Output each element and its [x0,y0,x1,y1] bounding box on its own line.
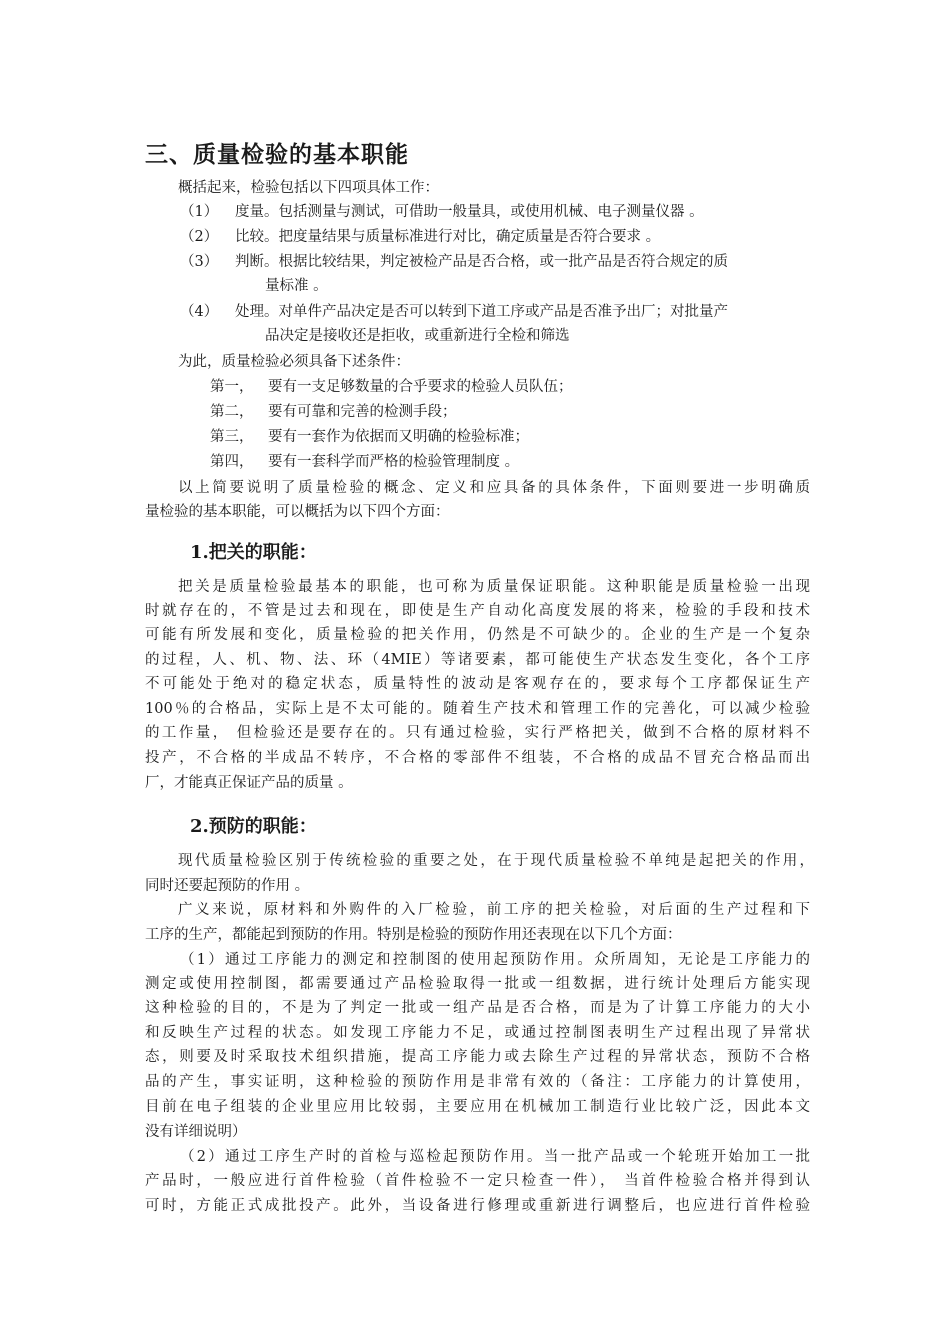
task-text: 度量。包括测量与测试，可借助一般量具，或使用机械、电子测量仪器 。 [235,204,704,220]
task-text: 量标准 。 [265,278,328,294]
task-text: 比较。把度量结果与质量标准进行对比，确定质量是否符合要求 。 [235,229,661,245]
paragraph-line: 态，则要及时采取技术组织措施，提高工序能力或去除生产过程的异常状态，预防不合格 [145,1049,810,1065]
paragraph-line: 品的产生，事实证明，这种检验的预防作用是非常有效的（备注：工序能力的计算使用， [145,1074,810,1090]
intro-text: 概括起来，检验包括以下四项具体工作： [178,180,439,196]
paragraph-line: 厂，才能真正保证产品的质量 。 [145,775,353,791]
paragraph-line: 投产，不合格的半成品不转序，不合格的零部件不组装，不合格的成品不冒充合格品而出 [145,750,810,766]
section-1-title: 1.把关的职能： [190,542,317,563]
task-number: （1） [180,204,219,220]
condition-text: 要有一支足够数量的合乎要求的检验人员队伍； [268,379,573,395]
paragraph-line: 和反映生产过程的状态。如发现工序能力不足，或通过控制图表明生产过程出现了异常状 [145,1025,810,1041]
condition-label: 第四， [210,454,254,470]
condition-text: 要有可靠和完善的检测手段； [268,404,457,420]
conditions-intro: 为此，质量检验必须具备下述条件： [178,354,410,370]
paragraph-line: 没有详细说明） [145,1124,247,1140]
summary-line: 量检验的基本职能，可以概括为以下四个方面： [145,504,450,520]
section-2-title: 2.预防的职能： [190,816,317,837]
condition-text: 要有一套科学而严格的检验管理制度 。 [268,454,520,470]
paragraph-line: 时就存在的，不管是过去和现在，即使是生产自动化高度发展的将来，检验的手段和技术 [145,603,810,619]
paragraph-line: 这种检验的目的，不是为了判定一批或一组产品是否合格，而是为了计算工序能力的大小 [145,1000,810,1016]
paragraph-line: 100％的合格品，实际上是不太可能的。随着生产技术和管理工作的完善化，可以减少检验 [145,701,810,717]
paragraph-line: 可时，方能正式成批投产。此外，当设备进行修理或重新进行调整后，也应进行首件检验 [145,1198,810,1214]
paragraph-line: （1）通过工序能力的测定和控制图的使用起预防作用。众所周知，无论是工序能力的 [180,952,810,968]
condition-text: 要有一套作为依据而又明确的检验标准； [268,429,529,445]
paragraph-line: （2）通过工序生产时的首检与巡检起预防作用。当一批产品或一个轮班开始加工一批 [180,1149,810,1165]
paragraph-line: 目前在电子组装的企业里应用比较弱，主要应用在机械加工制造行业比较广泛，因此本文 [145,1099,810,1115]
paragraph-line: 的过程，人、机、物、法、环（4MIE）等诸要素，都可能使生产状态发生变化，各个工序 [145,652,810,668]
paragraph-line: 测定或使用控制图，都需要通过产品检验取得一批或一组数据，进行统计处理后方能实现 [145,976,810,992]
condition-label: 第三， [210,429,254,445]
paragraph-line: 现代质量检验区别于传统检验的重要之处，在于现代质量检验不单纯是起把关的作用， [178,853,814,869]
task-number: （3） [180,254,219,270]
paragraph-line: 工序的生产，都能起到预防的作用。特别是检验的预防作用还表现在以下几个方面： [145,927,682,943]
task-text: 处理。对单件产品决定是否可以转到下道工序或产品是否准予出厂；对批量产 [235,304,728,320]
paragraph-line: 可能有所发展和变化，质量检验的把关作用，仍然是不可缺少的。企业的生产是一个复杂 [145,627,810,643]
task-number: （2） [180,229,219,245]
condition-label: 第二， [210,404,254,420]
paragraph-line: 广义来说，原材料和外购件的入厂检验，前工序的把关检验，对后面的生产过程和下 [178,902,810,918]
paragraph-line: 同时还要起预防的作用 。 [145,878,310,894]
paragraph-line: 的工作量， 但检验还是要存在的。只有通过检验，实行严格把关，做到不合格的原材料不 [145,725,810,741]
task-text: 判断。根据比较结果，判定被检产品是否合格，或一批产品是否符合规定的质 [235,254,728,270]
section-heading: 三、质量检验的基本职能 [145,141,409,168]
summary-line: 以上简要说明了质量检验的概念、定义和应具备的具体条件，下面则要进一步明确质 [178,480,810,496]
paragraph-line: 产品时，一般应进行首件检验（首件检验不一定只检查一件）， 当首件检验合格并得到认 [145,1173,810,1189]
task-text: 品决定是接收还是拒收，或重新进行全检和筛选 [265,328,570,344]
condition-label: 第一， [210,379,254,395]
task-number: （4） [180,304,219,320]
paragraph-line: 不可能处于绝对的稳定状态，质量特性的波动是客观存在的，要求每个工序都保证生产 [145,676,810,692]
paragraph-line: 把关是质量检验最基本的职能，也可称为质量保证职能。这种职能是质量检验一出现 [178,579,810,595]
